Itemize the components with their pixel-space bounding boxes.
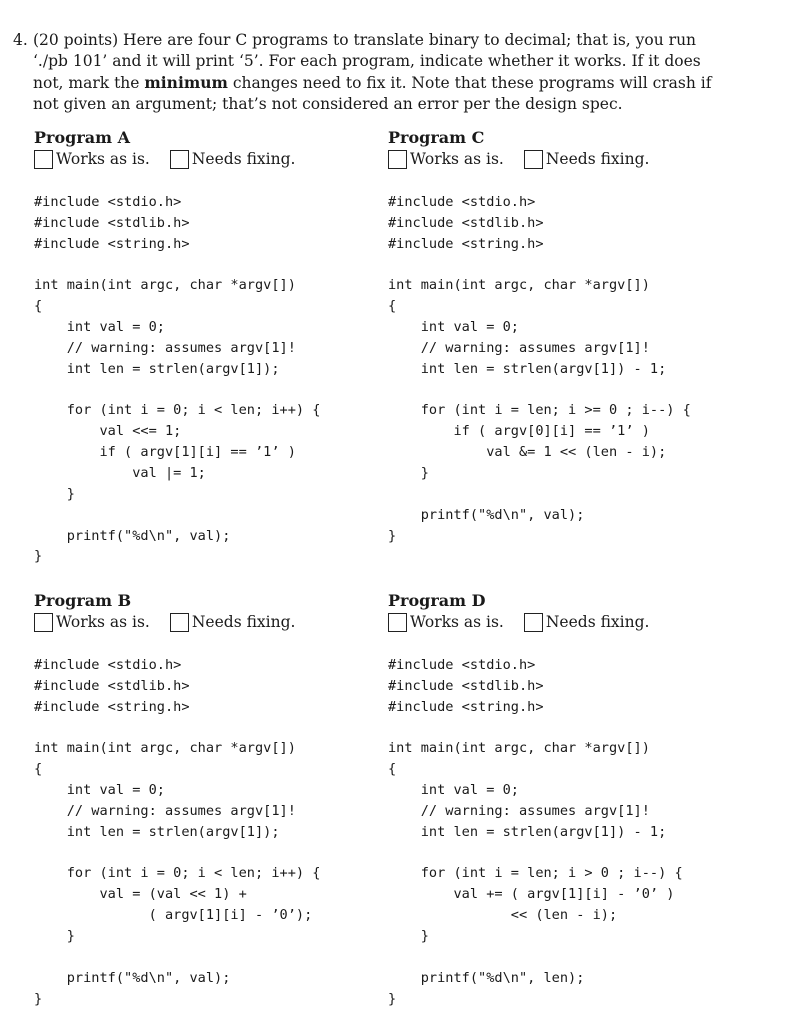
works-as-is-label: Works as is.	[410, 150, 504, 168]
program-code: #include <stdio.h> #include <stdlib.h> #include <string.h> int main(int argc, char *argv[]) { int val = 0; // warning: assumes argv[1]! int len = strlen(argv[1]); for (int i = 0; i < len; i++) { val = (val << 1) + ( argv[1][i] - ’0’); } printf("%d\n", val); }	[34, 657, 321, 1007]
program-b	[34, 591, 394, 1007]
needs-fixing-label: Needs fixing.	[545, 613, 650, 631]
needs-fixing-label: Needs fixing.	[191, 150, 296, 168]
question-number: 4.	[13, 31, 28, 49]
program-title: Program A	[34, 128, 131, 147]
question-bold-word: minimum	[144, 73, 228, 92]
program-d	[388, 591, 748, 1007]
program-choices	[388, 612, 748, 634]
works-as-is-label: Works as is.	[56, 613, 150, 631]
needs-fixing-checkbox[interactable]	[524, 613, 543, 632]
works-as-is-label: Works as is.	[56, 150, 150, 168]
program-code: #include <stdio.h> #include <stdlib.h> #include <string.h> int main(int argc, char *argv[]) { int val = 0; // warning: assumes argv[1]! int len = strlen(argv[1]) - 1; for (int i = len; i >= 0 ; i--) { if ( argv[0][i] == ’1’ ) val &= 1 << (len - i); } printf("%d\n", val); }	[388, 194, 691, 544]
needs-fixing-checkbox[interactable]	[170, 613, 189, 632]
program-choices	[388, 149, 748, 171]
question-4	[13, 30, 728, 115]
program-c	[388, 128, 748, 544]
question-text-part2: changes need to fix it. Note that these programs will crash if not given an argument; that’s not considered an error per the design spec.	[33, 74, 712, 113]
program-code: #include <stdio.h> #include <stdlib.h> #include <string.h> int main(int argc, char *argv[]) { int val = 0; // warning: assumes argv[1]! int len = strlen(argv[1]) - 1; for (int i = len; i > 0 ; i--) { val += ( argv[1][i] - ’0’ ) << (len - i); } printf("%d\n", len); }	[388, 657, 683, 1007]
needs-fixing-label: Needs fixing.	[545, 150, 650, 168]
program-title: Program B	[34, 591, 132, 610]
works-as-is-checkbox[interactable]	[388, 613, 407, 632]
needs-fixing-checkbox[interactable]	[170, 150, 189, 169]
question-text-part1: Here are four C programs to translate binary to decimal; that is, you run ‘./pb 101’ and it will print ‘5’. For each program, indicate whether it works. If it does not, mark the	[33, 31, 701, 92]
program-choices	[34, 612, 394, 634]
question-points: (20 points)	[33, 31, 119, 49]
works-as-is-checkbox[interactable]	[34, 613, 53, 632]
needs-fixing-label: Needs fixing.	[191, 613, 296, 631]
question-text	[33, 30, 728, 115]
needs-fixing-checkbox[interactable]	[524, 150, 543, 169]
works-as-is-checkbox[interactable]	[34, 150, 53, 169]
program-title: Program C	[388, 128, 485, 147]
program-code: #include <stdio.h> #include <stdlib.h> #include <string.h> int main(int argc, char *argv[]) { int val = 0; // warning: assumes argv[1]! int len = strlen(argv[1]); for (int i = 0; i < len; i++) { val <<= 1; if ( argv[1][i] == ’1’ ) val |= 1; } printf("%d\n", val); }	[34, 194, 321, 565]
works-as-is-label: Works as is.	[410, 613, 504, 631]
program-choices	[34, 149, 394, 171]
program-title: Program D	[388, 591, 486, 610]
program-a	[34, 128, 394, 565]
works-as-is-checkbox[interactable]	[388, 150, 407, 169]
